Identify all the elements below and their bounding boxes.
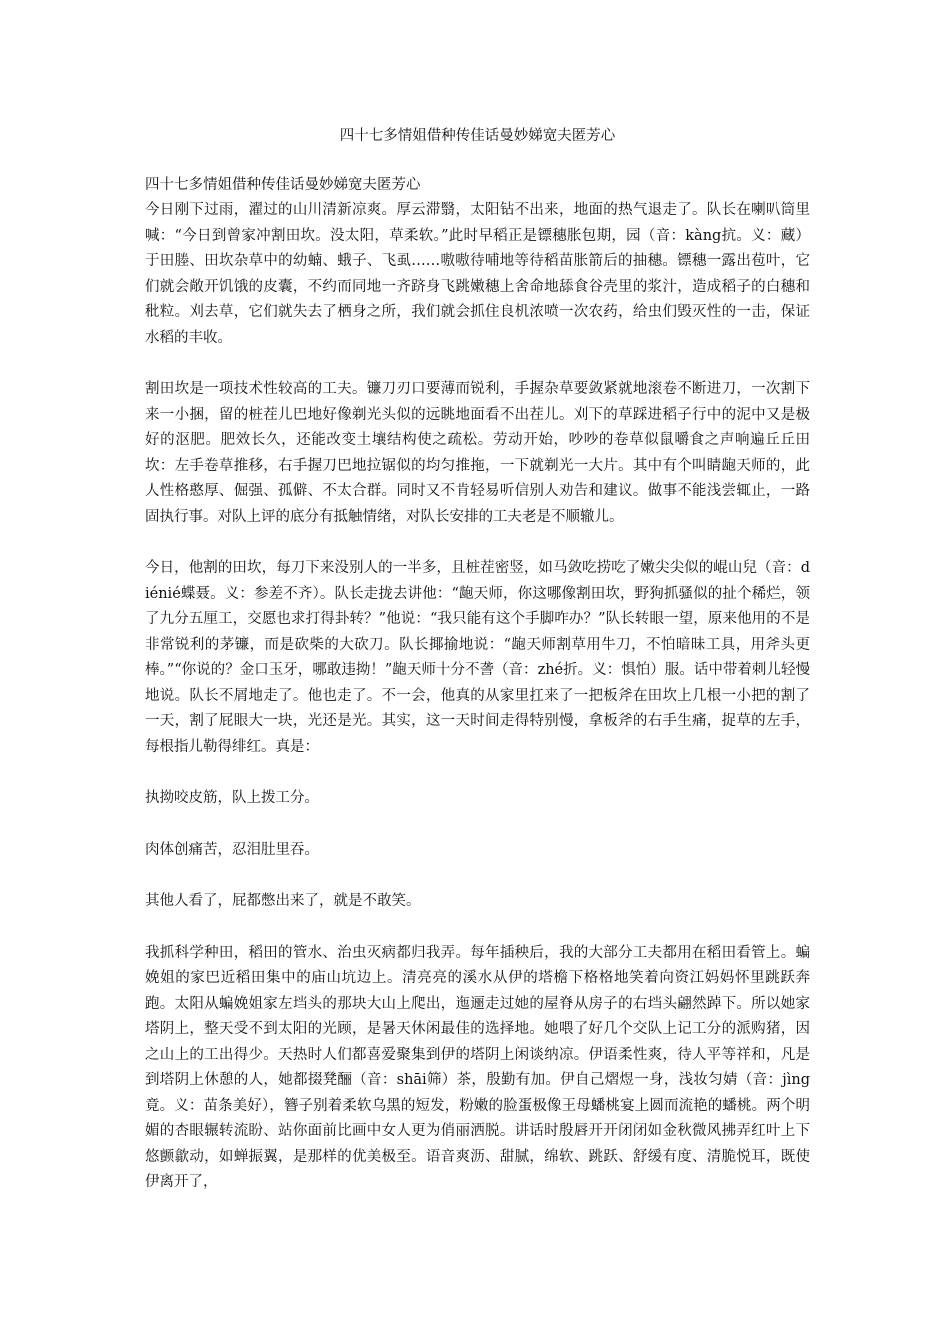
verse-line-1: 执拗咬皮筋，队上拨工分。 xyxy=(145,790,319,806)
paragraph-gap xyxy=(145,760,810,786)
paragraph-2: 割田坎是一项技术性较高的工夫。镰刀刃口要薄而锐利，手握杂草要敛紧就地滚卷不断进刀，一次割下来一小捆，留的桩茬儿巴地好像剃光头似的远眺地面看不出茬儿。刈下的草踩进稻子行中的泥中又是极好的沤肥。肥效长久，还能改变土壤结构使之疏松。劳动开始，吵吵的卷草似鼠嚼食之声响遍丘丘田坎：左手卷草推移，右手握刀巴地拉锯似的均匀推拖，一下就剃光一大片。其中有个叫睛龅天师的，此人性格憨厚、倔强、孤僻、不太合群。同时又不肯轻易听信别人劝告和建议。做事不能浅尝辄止，一路固执行事。对队上评的底分有抵触情绪，对队长安排的工夫老是不顺辙儿。 xyxy=(145,381,810,525)
paragraph-3: 今日，他割的田坎，每刀下来没别人的一半多，且桩茬密竖，如马敛吃捞吃了嫩尖尖似的崐山兒（音：diénié蝶聂。义：参差不齐）。队长走拢去讲他：“龅天师，你这哪像割田坎，野狗抓骚似的扯个稀烂，领了九分五厘工，交愿也求打得卦转？”他说：“我只能有这个手脚咋办？”队长转眼一望，原来他用的不是非常锐利的茅镰，而是砍柴的大砍刀。队长揶揄地说：“龅天师割草用牛刀，不怕暗昧工具，用斧头更棒。”“你说的？金口玉牙，哪敢违拗！”龅天师十分不詟（音：zhé折。义：惧怕）服。话中带着刺儿轻慢地说。队长不屑地走了。他也走了。不一会，他真的从家里扛来了一把板斧在田坎上几根一小把的割了一天，割了屁眼大一块，光还是光。其实，这一天时间走得特别慢，拿板斧的右手生痛，捉草的左手，每根指儿勒得绯红。真是： xyxy=(145,560,810,755)
document-title: 四十七多情姐借种传佳话曼妙娣宽夫匿芳心 xyxy=(339,128,616,144)
paragraph-gap xyxy=(145,351,810,377)
document-subtitle: 四十七多情姐借种传佳话曼妙娣宽夫匿芳心 xyxy=(145,177,421,193)
paragraph-gap xyxy=(145,812,810,838)
paragraph-1: 今日刚下过雨，濯过的山川清新凉爽。厚云滞翳，太阳钻不出来，地面的热气退走了。队长在喇叭筒里喊：“今日到曾家冲割田坎。没太阳，草柔软。”此时早稻正是镖穗胀包期，园（音：kàng抗。义：藏）于田塍、田坎杂草中的幼蝻、蛾子、飞虱……嗷嗷待哺地等待稻苗胀箭后的抽穗。镖穗一露出苞叶，它们就会敞开饥饿的皮囊，不约而同地一齐跻身飞跳嫩穗上舍命地舔食谷壳里的浆汁，造成稻子的白穗和秕粒。刈去草，它们就失去了栖身之所，我们就会抓住良机浓喷一次农药，给虫们毁灭性的一击，保证水稻的丰收。 xyxy=(145,202,810,346)
document-page xyxy=(145,123,810,1196)
paragraph-gap xyxy=(145,863,810,889)
paragraph-5: 我抓科学种田，稻田的管水、治虫灭病都归我弄。每年插秧后，我的大部分工夫都用在稻田看管上。蝙娩姐的家巴近稻田集中的庙山坑边上。清亮亮的溪水从伊的塔檐下格格地笑着向资江妈妈怀里跳跃奔跑。太阳从蝙娩姐家左垱头的那块大山上爬出，迤逦走过她的屋脊从房子的右垱头翩然踔下。所以她家塔阴上，整天受不到太阳的光顾，是暑天休闲最佳的选择地。她喂了好几个交队上记工分的派购猪，因之山上的工出得少。天热时人们都喜爱聚集到伊的塔阴上闲谈纳凉。伊语柔性爽，待人平等祥和，凡是到塔阴上休憩的人，她都掇凳酾（音：shāi筛）茶，殷勤有加。伊自己熠煜一身，浅妆匀婧（音：jìng竟。义：苗条美好），簪子别着柔软乌黑的短发，粉嫩的脸蛋极像王母蟠桃宴上圆而流艳的蟠桃。两个明媚的杏眼辗转流盼、站你面前比画中女人更为俏丽洒脱。讲话时殷唇开开闭闭如金秋微风拂弄红叶上下悠颤歙动，如蝉振翼，是那样的优美极至。语音爽沥、甜腻，绵软、跳跃、舒缓有度、清脆悦耳，既使伊离开了， xyxy=(145,944,810,1190)
paragraph-gap xyxy=(145,530,810,556)
verse-line-2: 肉体创痛苦，忍泪肚里吞。 xyxy=(145,841,319,858)
paragraph-gap xyxy=(145,915,810,941)
paragraph-4: 其他人看了，屁都憋出来了，就是不敢笑。 xyxy=(145,893,421,909)
